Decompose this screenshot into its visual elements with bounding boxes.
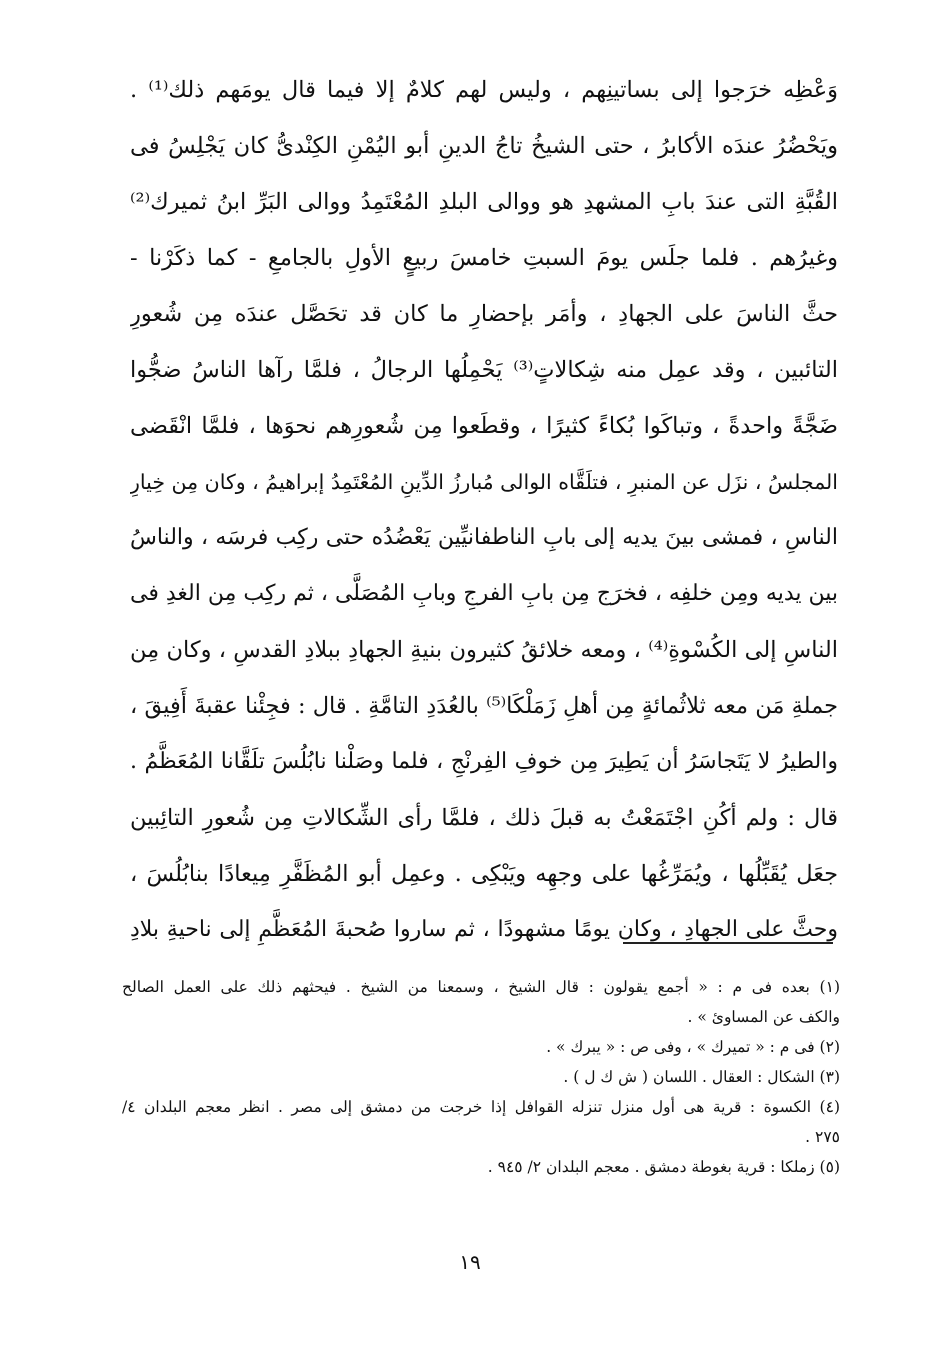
footnote-separator <box>623 942 833 944</box>
text-line: الناسِ ، فمشى بينَ يديه إلى بابِ الناطفانيِّين يَعْضُدُه حتى ركِب فرسَه ، والناسُ <box>130 525 838 550</box>
footnote-line: والكف عن المساوئ » . <box>687 1008 840 1026</box>
main-text-block <box>130 62 838 958</box>
text-line: بين يديه ومِن خلفِه ، فخرَج مِن بابِ الفرجِ وبابِ المُصَلَّى ، ثم ركِب مِن الغدِ فى <box>130 581 838 606</box>
footnote-line: (٢) فى م : « تميرك » ، وفى ص : « يبرك » . <box>546 1038 840 1056</box>
page-number: ١٩ <box>459 1250 481 1274</box>
text-line: الناسِ إلى الكُسْوةِ⁽⁴⁾ ، ومعه خلائقُ كثيرون بنيةِ الجهادِ ببلادِ القدسِ ، وكان مِن <box>130 637 838 663</box>
footnotes-block <box>122 972 840 1182</box>
text-line: وغيرُهم . فلما جلَس يومَ السبتِ خامسَ ربيعٍ الأولِ بالجامعِ - كما ذكَرْنا - <box>130 245 838 271</box>
text-line: ويَحْضُرُ عندَه الأكابرُ ، حتى الشيخُ تاجُ الدينِ أبو اليُمْنِ الكِنْدىُّ كان يَجْلِسُ فى <box>130 133 838 159</box>
text-line: وحثَّ على الجهادِ ، وكان يومًا مشهودًا ، ثم ساروا صُحبةَ المُعَظَّمِ إلى ناحيةِ بلادِ <box>130 917 838 942</box>
footnote-line: ٢٧٥ . <box>805 1128 840 1146</box>
text-line: والطيرُ لا يَتَجاسَرُ أن يَطِيرَ مِن خوفِ الفِرنْجِ ، فلما وصَلْنا نابُلُسَ تلَقَّانا المُعَظَّمُ . <box>130 749 838 774</box>
text-line: جعَل يُقَبِّلُها ، ويُمَرِّغُها على وجهِه ويَبْكِى . وعمِل أبو المُظَفَّرِ مِيعادًا بنابُلُسَ ، <box>130 861 838 887</box>
footnote-line: (٥) زملكا : قرية بغوطة دمشق . معجم البلدان ٢/ ٩٤٥ . <box>487 1158 840 1176</box>
text-line: ضَجَّةً واحدةً ، وتباكَوا بُكاءً كثيرًا ، وقطَعوا مِن شُعورِهم نحوَها ، فلمَّا انْقَضى <box>130 413 838 439</box>
text-line: قال : ولم أكُنِ اجْتَمَعْتُ به قبلَ ذلك ، فلمَّا رأى الشِّكالاتِ مِن شُعورِ التائِبين <box>130 805 838 831</box>
footnote-line: (١) بعده فى م : « أجمع يقولون : قال الشيخ ، وسمعنا من الشيخ . فيحثهم ذلك على العمل الصالح <box>122 978 840 996</box>
text-line: المجلسُ ، نزَل عن المنبرِ ، فتلَقَّاه الوالى مُبارزُ الدِّينِ المُعْتَمِدُ إبراهيمُ ، وكان مِن خِيارِ <box>130 470 838 494</box>
text-line: التائبين ، وقد عمِل منه شِكالاتٍ⁽³⁾ يَحْمِلُها الرجالُ ، فلمَّا رآها الناسُ ضجُّوا <box>130 357 838 383</box>
footnote-line: (٤) الكسوة : قرية هى أول منزل تنزله القوافل إذا خرجت من دمشق إلى مصر . انظر معجم البلدان ٤/ <box>122 1098 840 1116</box>
footnote-line: (٣) الشكال : العقال . اللسان ( ش ك ل ) . <box>563 1068 840 1086</box>
text-line: حثَّ الناسَ على الجهادِ ، وأمَر بإحضارِ ما كان قد تحَصَّل عندَه مِن شُعورِ <box>130 301 838 327</box>
text-line: جملةِ مَن معه ثلاثُمائةٍ مِن أهلِ زَمَلْكَا⁽⁵⁾ بالعُدَدِ التامَّةِ . قال : فجِئْنا عقبةَ أَفِيقَ ، <box>130 693 838 719</box>
text-line: وَعْظِه خرَجوا إلى بساتينِهم ، وليس لهم كلامٌ إلا فيما قال يومَهم ذلك⁽¹⁾ . <box>130 77 838 103</box>
text-line: القُبَّةِ التى عندَ بابِ المشهدِ هو ووالى البلدِ المُعْتَمِدُ ووالى البَرِّ ابنُ ثميرك⁽²⁾ <box>130 189 838 215</box>
